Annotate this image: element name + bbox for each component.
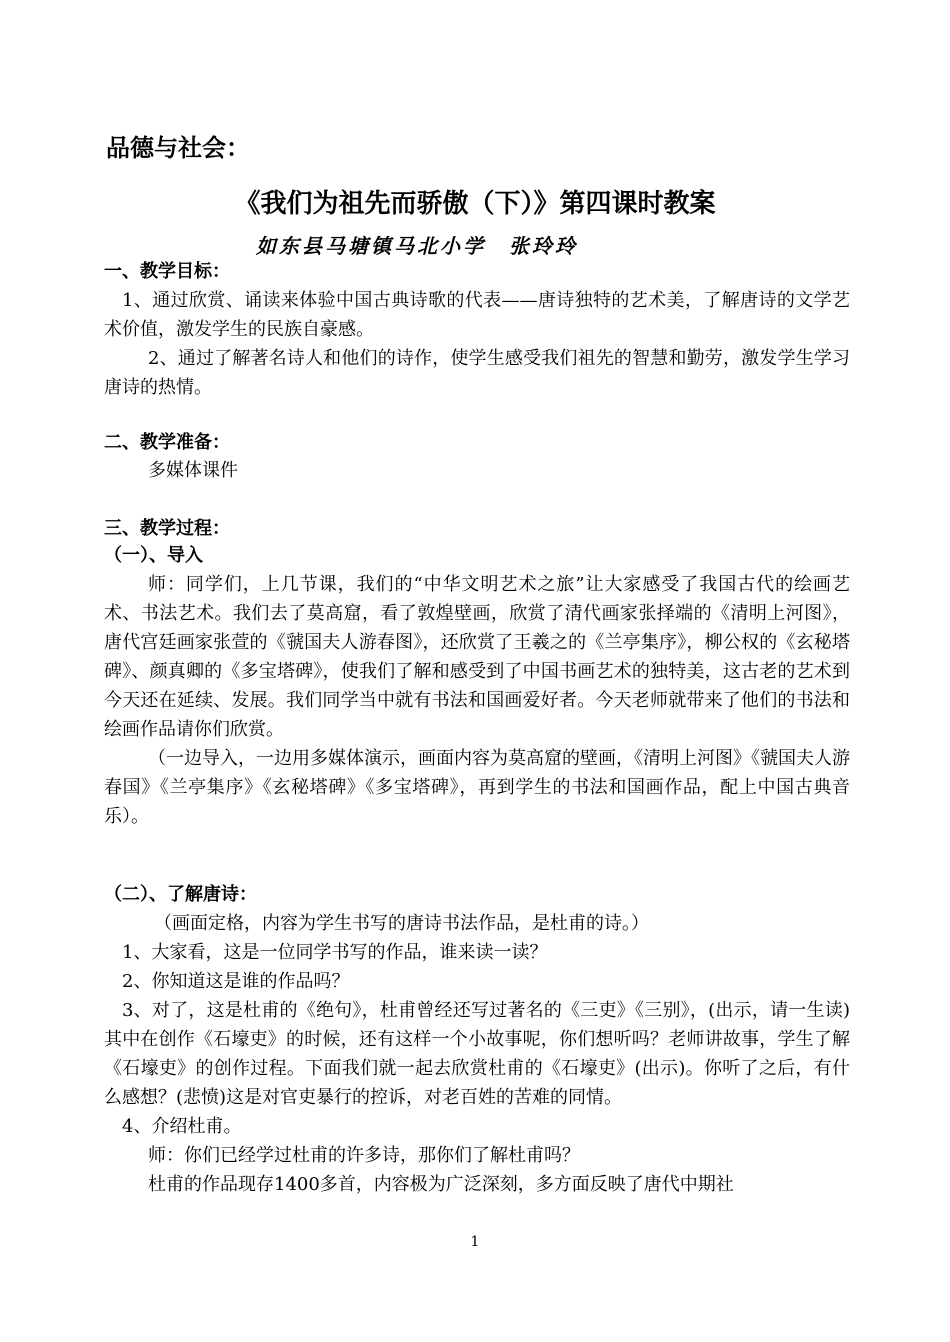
tang-poetry-paragraph-6: 杜甫的作品现存1400多首，内容极为广泛深刻，多方面反映了唐代中期社 — [148, 1174, 734, 1195]
tang-poetry-paragraph-0: （画面定格，内容为学生书写的唐诗书法作品，是杜甫的诗。） — [154, 913, 649, 934]
tang-poetry-paragraph-3: 3、对了，这是杜甫的《绝句》，杜甫曾经还写过著名的《三吏》《三别》，(出示，请一生读)其中在创作《石壕吏》的时候，还有这样一个小故事呢，你们想听吗？老师讲故事，学生了解《石壕吏》的创作过程。下面我们就一起去欣赏杜甫的《石壕吏》(出示)。你听了之后，有什么感想？(悲愤)这是对官吏暴行的控诉，对老百姓的苦难的同情。 — [104, 1000, 850, 1108]
subsection-heading-tang-poetry: （二）、了解唐诗： — [104, 884, 257, 905]
section-heading-objectives: 一、教学目标： — [104, 261, 230, 282]
subsection-heading-intro: （一）、导入 — [104, 545, 203, 566]
intro-paragraph-1: 师：同学们，上几节课，我们的“中华文明艺术之旅”让大家感受了我国古代的绘画艺术、书法艺术。我们去了莫高窟，看了敦煌壁画，欣赏了清代画家张择端的《清明上河图》，唐代宫廷画家张萱的《虢国夫人游春图》，还欣赏了王羲之的《兰亭集序》，柳公权的《玄秘塔碑》、颜真卿的《多宝塔碑》，使我们了解和感受到了中国书画艺术的独特美，这古老的艺术到今天还在延续、发展。我们同学当中就有书法和国画爱好者。今天老师就带来了他们的书法和绘画作品请你们欣赏。 — [104, 574, 850, 740]
document-title: 《我们为祖先而骄傲（下）》第四课时教案 — [234, 189, 716, 219]
author-line: 如东县马塘镇马北小学 张玲玲 — [256, 234, 578, 258]
intro-body — [104, 570, 850, 831]
intro-paragraph-2: （一边导入，一边用多媒体演示，画面内容为莫高窟的壁画，《清明上河图》《虢国夫人游春国》《兰亭集序》《玄秘塔碑》《多宝塔碑》，再到学生的书法和国画作品，配上中国古典音乐）。 — [104, 748, 850, 827]
tang-poetry-paragraph-5: 师：你们已经学过杜甫的许多诗，那你们了解杜甫吗？ — [148, 1145, 580, 1166]
preparation-item: 多媒体课件 — [148, 460, 238, 481]
page-number: 1 — [470, 1234, 480, 1250]
subject-heading: 品德与社会： — [106, 134, 250, 162]
section-heading-preparation: 二、教学准备： — [104, 432, 230, 453]
tang-poetry-paragraph-2: 2、你知道这是谁的作品吗？ — [122, 971, 350, 992]
objective-paragraph-1: 1、通过欣赏、诵读来体验中国古典诗歌的代表——唐诗独特的艺术美，了解唐诗的文学艺术价值，激发学生的民族自豪感。 — [104, 290, 850, 340]
section-heading-process: 三、教学过程： — [104, 518, 230, 539]
tang-poetry-paragraph-4: 4、介绍杜甫。 — [122, 1116, 242, 1137]
objective-paragraph-2: 2、通过了解著名诗人和他们的诗作，使学生感受我们祖先的智慧和勤劳，激发学生学习唐诗的热情。 — [104, 348, 850, 398]
tang-poetry-body — [104, 909, 850, 1199]
tang-poetry-paragraph-1: 1、大家看，这是一位同学书写的作品，谁来读一读？ — [122, 942, 548, 963]
preparation-body — [104, 456, 850, 485]
objectives-body — [104, 286, 850, 402]
